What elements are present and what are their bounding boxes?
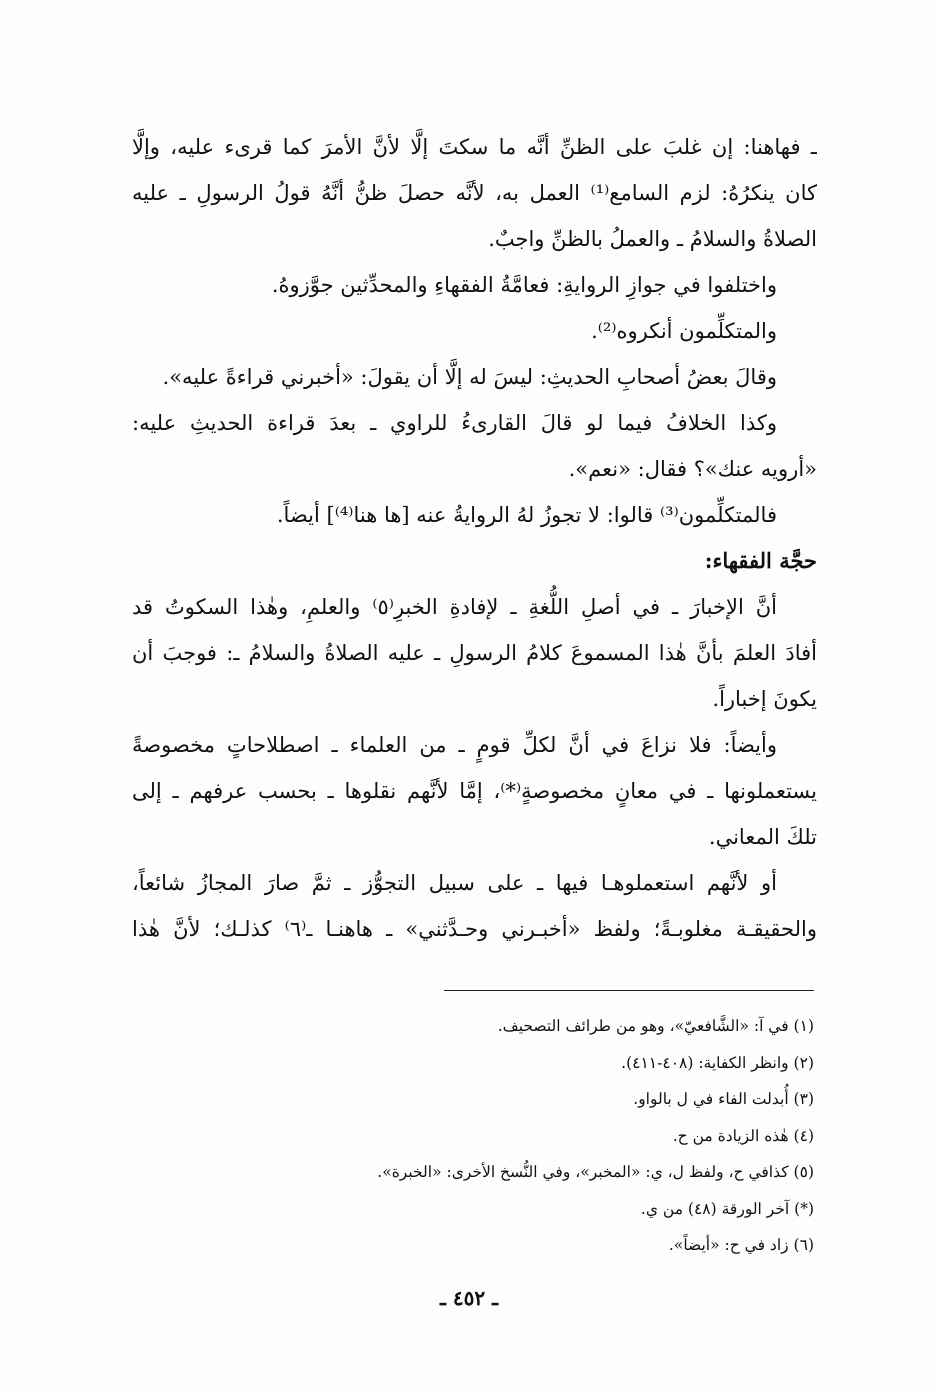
text-line: يستعملونها ـ في معانٍ مخصوصةٍ⁽*⁾، إمَّا لأنَّهم نقلوها ـ بحسب عرفهم ـ إلى: [132, 779, 817, 803]
text-line: كان ينكرُهُ: لزم السامع⁽¹⁾ العمل به، لأنَّه حصلَ ظنُّ أنَّهُ قولُ الرسولِ ـ عليه: [132, 181, 817, 205]
text-line: تلكَ المعاني.: [708, 825, 817, 849]
footnote: (٢) وانظر الكفاية: (٤٠٨-٤١١).: [621, 1053, 814, 1072]
text-line: واختلفوا في جوازِ الروايةِ: فعامَّةُ الفقهاءِ والمحدِّثين جوَّزوهُ.: [271, 273, 777, 297]
footnote: (٦) زاد في ح: «أيضاً».: [668, 1236, 814, 1254]
text-line: أفادَ العلمَ بأنَّ هٰذا المسموعَ كلامُ الرسولِ ـ عليه الصلاةُ والسلامُ ـ: فوجبَ أن: [132, 641, 817, 665]
text-line: وقالَ بعضُ أصحابِ الحديثِ: ليسَ له إلَّا أن يقولَ: «أخبرني قراءةً عليه».: [162, 365, 777, 389]
text-line: «أرويه عنك»؟ فقال: «نعم».: [568, 457, 817, 481]
footnotes: [254, 1008, 814, 1264]
text-line: فالمتكلِّمون⁽³⁾ قالوا: لا تجوزُ لهُ الروايةُ عنه [ها هنا⁽⁴⁾] أيضاً.: [276, 503, 777, 527]
main-text: [132, 124, 817, 952]
footnote: (١) في آ: «الشَّافعيّ»، وهو من طرائف التصحيف.: [497, 1017, 814, 1035]
section-heading: حجَّة الفقهاء:: [704, 548, 817, 573]
text-line: والحقيقـة مغلوبـةً؛ ولفظ «أخبـرني وحـدَّثني» ـ هاهنـا ـ⁽٦⁾ كذلـك؛ لأنَّ هٰذا: [132, 917, 817, 941]
text-line: يكونَ إخباراً.: [712, 687, 817, 711]
page-number: ـ ٤٥٢ ـ: [440, 1286, 498, 1310]
text-line: وأيضاً: فلا نزاعَ في أنَّ لكلِّ قومٍ ـ من العلماء ـ اصطلاحاتٍ مخصوصةً: [132, 733, 777, 757]
text-line: أنَّ الإخبارَ ـ في أصلِ اللُّغةِ ـ لإفادةِ الخبرِ⁽٥⁾ والعلمِ، وهٰذا السكوتُ قد: [132, 595, 777, 619]
footnote-divider: [444, 990, 814, 991]
footnote: (*) آخر الورقة (٤٨) من ي.: [640, 1199, 814, 1218]
footnote: (٤) هٰذه الزيادة من ح.: [672, 1126, 814, 1145]
footnote: (٣) أُبدلت الفاء في ل بالواو.: [633, 1090, 814, 1108]
text-line: أو لأنَّهم استعملوهـا فيها ـ على سبيل التجوُّز ـ ثمَّ صارَ المجازُ شائعاً،: [132, 871, 777, 895]
text-line: الصلاةُ والسلامُ ـ والعملُ بالظنِّ واجبٌ.: [488, 227, 817, 251]
text-line: والمتكلِّمون أنكروه⁽²⁾.: [591, 319, 777, 343]
text-line: وكذا الخلافُ فيما لو قالَ القارىءُ للراوي ـ بعدَ قراءة الحديثِ عليه:: [132, 411, 778, 435]
text-line: ـ فهاهنا: إن غلبَ على الظنِّ أنَّه ما سكتَ إلَّا لأنَّ الأمرَ كما قرىء عليه، وإلَّا: [132, 135, 817, 159]
footnote: (٥) كذافي ح، ولفظ ل، ي: «المخبر»، وفي النُّسخ الأخرى: «الخبرة».: [377, 1163, 814, 1181]
